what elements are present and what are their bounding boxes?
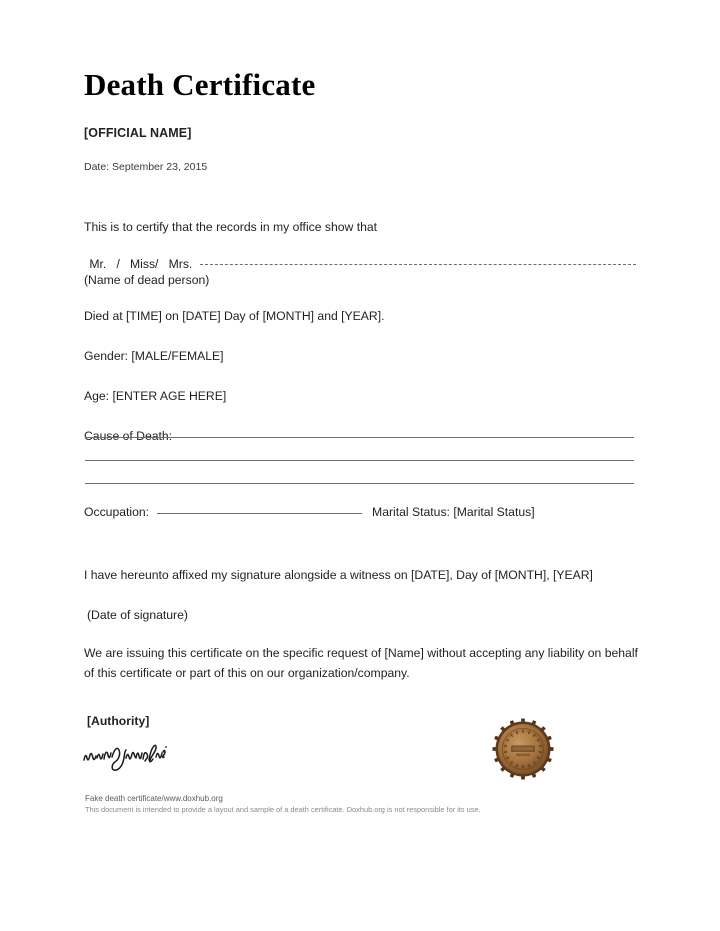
blank-rule-1[interactable]	[85, 437, 634, 438]
footer	[85, 793, 645, 815]
gender-line: Gender: [MALE/FEMALE]	[84, 348, 224, 363]
handwritten-signature-icon	[80, 738, 180, 774]
occupation-blank-field[interactable]	[157, 513, 362, 514]
certificate-body	[84, 218, 636, 468]
salutation-options: Mr. / Miss/ Mrs.	[86, 256, 193, 271]
issuing-statement: We are issuing this certificate on the specific request of [Name] without accepting any liability on behalf of this certificate or part of this on our organization/company.	[84, 645, 638, 680]
occupation-marital-row	[84, 505, 636, 519]
document-date: Date: September 23, 2015	[84, 161, 208, 173]
blank-rule-2[interactable]	[85, 460, 634, 461]
died-at-line: Died at [TIME] on [DATE] Day of [MONTH] and [YEAR].	[84, 308, 385, 323]
official-name-field: [OFFICIAL NAME]	[84, 126, 192, 140]
name-caption: (Name of dead person)	[84, 272, 210, 287]
cause-of-death-label: Cause of Death:	[84, 429, 173, 444]
certificate-lower-body	[84, 566, 642, 705]
signature-statement: I have hereunto affixed my signature alongside a witness on [DATE], Day of [MONTH], [YEAR]	[84, 568, 593, 582]
authority-label: [Authority]	[87, 714, 150, 728]
date-of-signature-caption: (Date of signature)	[87, 607, 188, 622]
occupation-label: Occupation:	[84, 505, 150, 519]
embossed-seal-stamp-icon	[492, 718, 554, 780]
page-title: Death Certificate	[84, 67, 316, 102]
deceased-name-line	[84, 257, 636, 271]
footer-disclaimer: This document is intended to provide a layout and sample of a death certificate. Doxhub.org is not responsible for its use.	[85, 804, 481, 814]
blank-rule-3[interactable]	[85, 483, 634, 484]
marital-status-field: Marital Status: [Marital Status]	[372, 505, 535, 519]
certify-intro-text: This is to certify that the records in my office show that	[84, 220, 378, 234]
age-line: Age: [ENTER AGE HERE]	[84, 389, 227, 404]
name-blank-dashed-rule[interactable]	[200, 264, 636, 265]
cause-of-death-blank-rules	[85, 437, 634, 484]
footer-source-line: Fake death certificate/www.doxhub.org	[85, 794, 223, 803]
